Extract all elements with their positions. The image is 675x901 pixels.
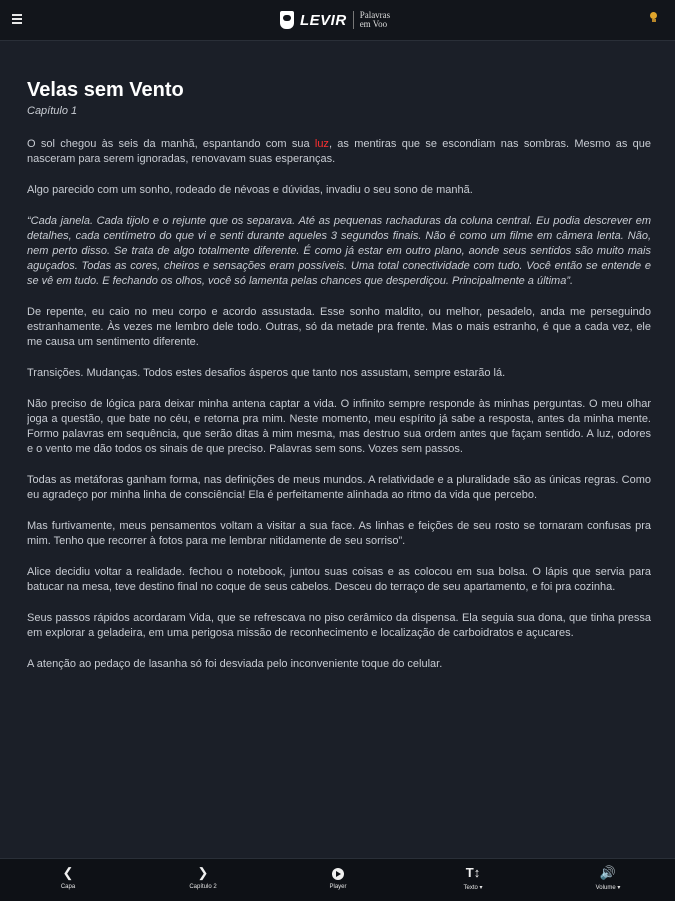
nav-label: Capa — [60, 884, 76, 890]
nav-volume-button[interactable] — [568, 865, 648, 891]
chevron-right-icon: ❯ — [197, 865, 209, 880]
top-bar — [0, 0, 675, 41]
play-icon — [332, 868, 344, 880]
highlighted-word[interactable]: luz — [314, 138, 329, 150]
paragraph: Transições. Mudanças. Todos estes desafios ásperos que tanto nos assustam, sempre estarão lá. — [27, 367, 506, 379]
nav-text-size-button[interactable] — [433, 865, 513, 891]
nav-next-chapter-button[interactable] — [163, 865, 243, 890]
logo-subtitle — [360, 11, 391, 29]
chapter-subtitle: Capítulo 1 — [27, 105, 78, 117]
nav-label: Player — [329, 884, 347, 890]
lightbulb-icon[interactable] — [650, 12, 658, 22]
paragraph: Mas furtivamente, meus pensamentos voltam a visitar a sua face. As linhas e feições de seu rosto se tornaram confusas pra mim. Tenho que recorrer à fotos para me lembrar nitidamente de seu sorriso”. — [27, 520, 651, 547]
chevron-left-icon: ❮ — [62, 865, 74, 880]
chapter-content — [27, 78, 651, 864]
chapter-title: Velas sem Vento — [27, 79, 184, 101]
nav-label-text: Texto — [463, 885, 478, 891]
nav-label-text: Volume — [595, 885, 616, 891]
app-logo[interactable] — [280, 8, 390, 32]
hamburger-menu-icon[interactable] — [12, 12, 26, 26]
bottom-nav — [0, 858, 675, 901]
paragraph: A atenção ao pedaço de lasanha só foi desviada pelo inconveniente toque do celular. — [27, 658, 443, 670]
nav-player-button[interactable] — [298, 865, 378, 890]
paragraph: Todas as metáforas ganham forma, nas definições de meus mundos. A relatividade e a pluralidade são as únicas regras. Como eu agradeço por minha linha de consciência! Ela é perfeitamente alinhada ao ritmo da vida que percebo. — [27, 474, 651, 501]
nav-label: Volume ▾ — [595, 885, 621, 891]
paragraph: Alice decidiu voltar a realidade. fechou o notebook, juntou suas coisas e as colocou em sua bolsa. O lápis que servia para batucar na mesa, teve destino final no coque de seus cabelos. Desceu do terraço de seu apartamento, e foi pra cozinha. — [27, 566, 651, 593]
text-size-icon: T↕ — [465, 865, 481, 880]
volume-icon: 🔊 — [599, 865, 617, 880]
paragraph: Não preciso de lógica para deixar minha antena captar a vida. O infinito sempre responde às minhas perguntas. O meu olhar joga a questão, que bate no céu, e retorna pra mim. Neste momento, meu espírito já sabe a resposta, antes da minha mente. Formo palavras em sequência, que serão ditas à mim mesma, mas destruo sua ordem antes que façam sentido. A luz, odores e o vento me dão todos os sinais de que preciso. Palavras sem sons. Vozes sem passos. — [27, 398, 651, 455]
paragraph-text-start: O sol chegou às seis da manhã, espantando com sua — [27, 138, 315, 150]
logo-subtitle-line1: Palavras — [359, 10, 391, 20]
paragraph: Algo parecido com um sonho, rodeado de névoas e dúvidas, invadiu o seu sono de manhã. — [27, 184, 473, 196]
paragraph — [27, 137, 651, 167]
logo-subtitle-line2: em Voo — [359, 19, 388, 29]
logo-divider — [353, 11, 354, 29]
logo-mark-icon — [280, 11, 294, 29]
paragraph-text-end: , as mentiras que se escondiam nas sombras. Mesmo as que nasceram para serem ignoradas, renovavam suas esperanças. — [27, 138, 651, 165]
logo-text: LEVIR — [300, 11, 347, 29]
paragraph-quote: “Cada janela. Cada tijolo e o rejunte que os separava. Até as pequenas rachaduras da coluna central. Eu podia descrever em detalhes, cada centímetro do que vi e senti durante aqueles 3 segundos finais. Não é como um filme em câmera lenta. Não, nem perto disso. Se trata de algo totalmente diferente. É como já estar em outro plano, aonde seus sentidos são muito mais aguçados. Todas as cores, cheiros e sensações eram possíveis. Uma total conectividade com tudo. Você então se entende e se vê em tudo. E fechando os olhos, você só lamenta pelas chances que desperdiçou. Principalmente a última”. — [27, 215, 651, 287]
paragraph: De repente, eu caio no meu corpo e acordo assustada. Esse sonho maldito, ou melhor, pesadelo, anda me perseguindo estranhamente. Às vezes me lembro dele todo. Outras, só da metade pra frente. Mas o mais estranho, é que a cada vez, ele me causa um sentimento diferente. — [27, 306, 651, 348]
nav-label: Texto ▾ — [463, 885, 483, 891]
nav-cover-button[interactable] — [28, 865, 108, 890]
nav-label: Capítulo 2 — [189, 884, 217, 890]
paragraph: Seus passos rápidos acordaram Vida, que se refrescava no piso cerâmico da dispensa. Ela seguia sua dona, que tinha pressa em explorar a geladeira, em uma perigosa missão de reconhecimento e localização de carboidratos e açucares. — [27, 612, 651, 639]
